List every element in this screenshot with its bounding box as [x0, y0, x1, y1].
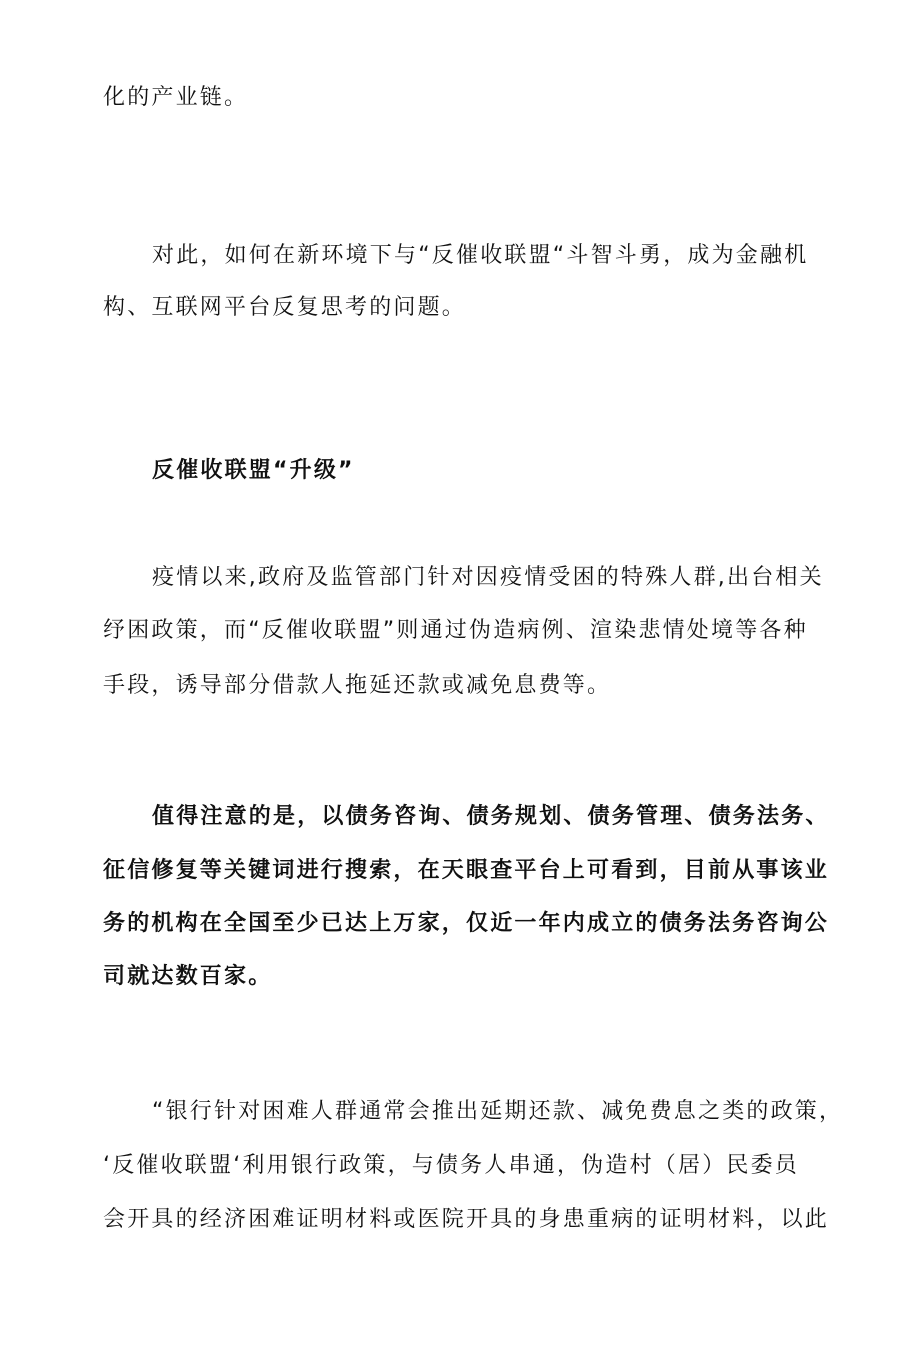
bold-paragraph-line: 值得注意的是，以债务咨询、债务规划、债务管理、债务法务、	[152, 804, 830, 829]
paragraph-line: 构、互联网平台反复思考的问题。	[103, 295, 467, 320]
bold-paragraph-line: 征信修复等关键词进行搜索，在天眼查平台上可看到，目前从事该业	[103, 858, 830, 883]
paragraph-line: 手段，诱导部分借款人拖延还款或减免息费等。	[103, 673, 612, 698]
paragraph-line: 对此，如何在新环境下与“反催收联盟“斗智斗勇，成为金融机	[152, 243, 809, 268]
paragraph-line: 疫情以来,政府及监管部门针对因疫情受困的特殊人群,出台相关	[152, 565, 824, 590]
paragraph-line: 纾困政策，而“反催收联盟”则通过伪造病例、渲染悲情处境等各种	[103, 618, 808, 643]
bold-paragraph-line: 司就达数百家。	[103, 964, 273, 989]
section-heading: 反催收联盟“升级”	[152, 458, 355, 483]
paragraph-line: “银行针对困难人群通常会推出延期还款、减免费息之类的政策，	[152, 1099, 844, 1124]
paragraph-line: ‘反催收联盟‘利用银行政策，与债务人串通，伪造村（居）民委员	[103, 1153, 799, 1178]
paragraph-continuation-line: 化的产业链。	[103, 85, 249, 110]
bold-paragraph-line: 务的机构在全国至少已达上万家，仅近一年内成立的债务法务咨询公	[103, 911, 830, 936]
paragraph-line: 会开具的经济困难证明材料或医院开具的身患重病的证明材料，以此	[103, 1207, 830, 1232]
